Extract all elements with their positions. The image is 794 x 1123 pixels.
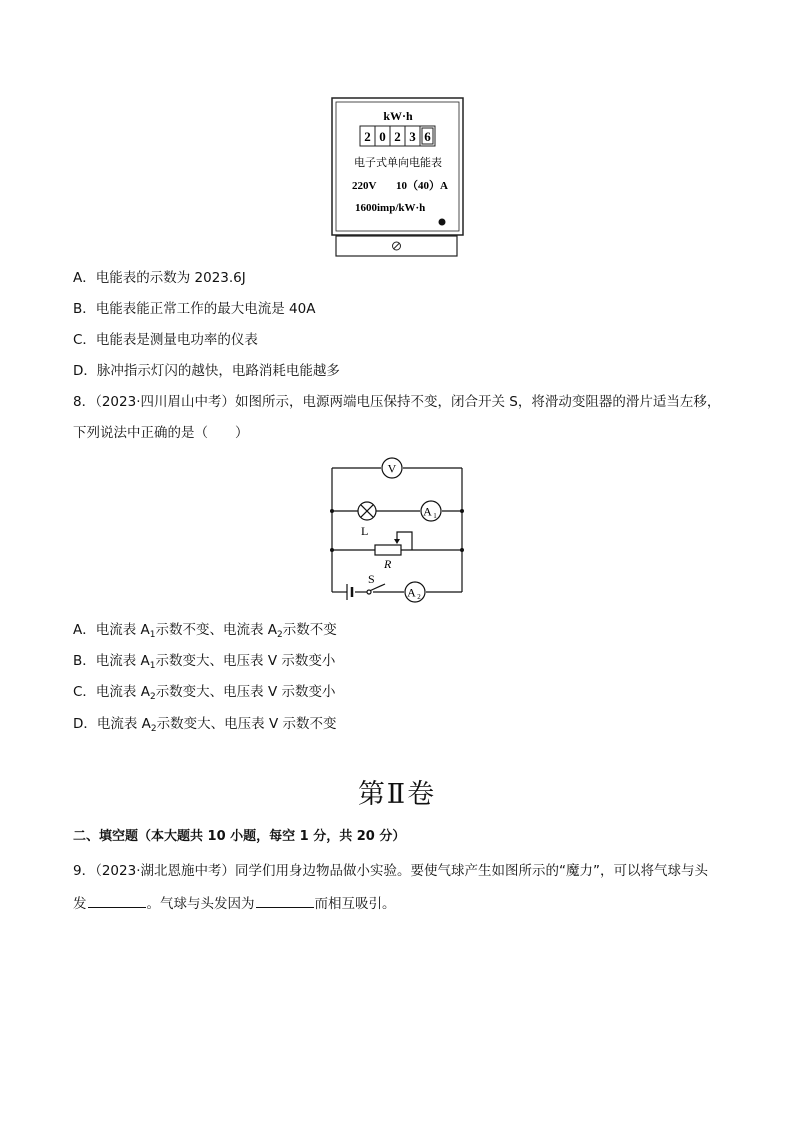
q9-line1: 9．（2023·湖北恩施中考）同学们用身边物品做小实验。要使气球产生如图所示的“魔力”，可以将气球与头 (73, 863, 708, 879)
q8-option-d-sub: 2 (150, 724, 157, 734)
meter-constant: 1600imp/kW·h (355, 202, 426, 214)
q8-option-b-sub: 1 (149, 661, 156, 671)
circuit-diagram (325, 456, 470, 606)
q9-line2-end: 而相互吸引。 (314, 896, 396, 912)
part-heading: 二、填空题（本大题共 10 小题，每空 1 分，共 20 分） (73, 829, 406, 844)
ammeter-a2-symbol (405, 582, 425, 602)
q8-option-c-sub: 2 (149, 692, 156, 702)
voltmeter-label: V (387, 461, 397, 476)
battery-symbol (347, 584, 352, 600)
q7-option-b: B．电能表能正常工作的最大电流是 40A (73, 301, 316, 317)
meter-digit: 3 (409, 129, 416, 144)
q8-option-a (73, 621, 337, 641)
pulse-indicator-light (439, 219, 446, 226)
meter-digit: 2 (364, 129, 371, 144)
q8-option-a-prefix: A．电流表 A (73, 622, 150, 638)
lamp-label: L (361, 524, 369, 538)
q7-option-d: D．脉冲指示灯闪的越快，电路消耗电能越多 (73, 363, 340, 379)
q8-option-d-prefix: D．电流表 A (73, 716, 151, 732)
meter-title: 电子式单向电能表 (354, 156, 442, 169)
lamp-symbol (358, 502, 376, 520)
rheostat-label: R (384, 557, 392, 571)
q8-option-a-sub: 1 (149, 630, 156, 640)
ammeter-a2-label: A (407, 585, 416, 600)
q7-option-c: C．电能表是测量电功率的仪表 (73, 332, 258, 348)
switch-label: S (368, 572, 375, 586)
answer-blank-2[interactable] (256, 893, 314, 908)
q8-option-a-mid: 示数不变、电流表 A (155, 622, 278, 638)
q8-option-b-mid: 示数变大、电压表 V 示数变小 (155, 653, 336, 669)
q8-option-d (73, 715, 336, 735)
q8-option-b (73, 652, 335, 672)
q7-option-a: A．电能表的示数为 2023.6J (73, 270, 246, 286)
ammeter-a1-symbol (421, 501, 441, 521)
meter-current: 10（40）A (396, 180, 448, 192)
q8-option-c (73, 683, 336, 703)
q8-stem-line1: 8．（2023·四川眉山中考）如图所示，电源两端电压保持不变，闭合开关 S，将滑动变阻器的滑片适当左移， (73, 394, 721, 410)
meter-digit-display (360, 126, 435, 146)
meter-digit: 0 (379, 129, 386, 144)
q9-line2-middle: 。气球与头发因为 (146, 896, 255, 912)
q9-line2 (73, 893, 396, 913)
rheostat-symbol (375, 539, 401, 555)
q8-option-a-sub2: 2 (277, 630, 283, 640)
voltmeter-symbol (382, 458, 402, 478)
terminal-screw-icon (393, 242, 401, 250)
q8-option-d-mid: 示数变大、电压表 V 示数不变 (156, 716, 337, 732)
ammeter-a1-subscript: 1 (433, 512, 437, 520)
electric-meter-figure (330, 96, 466, 260)
ammeter-a2-subscript: 2 (417, 593, 421, 601)
answer-blank-1[interactable] (88, 893, 146, 908)
q8-option-b-prefix: B．电流表 A (73, 653, 150, 669)
section-title: 第Ⅱ卷 (357, 779, 437, 810)
ammeter-a1-label: A (423, 504, 432, 519)
meter-voltage: 220V (352, 180, 377, 192)
q8-option-c-mid: 示数变大、电压表 V 示数变小 (155, 684, 336, 700)
q8-option-a-suffix: 示数不变 (282, 622, 337, 638)
meter-digit: 6 (424, 129, 431, 144)
q8-option-c-prefix: C．电流表 A (73, 684, 150, 700)
q8-stem-line2: 下列说法中正确的是（ ） (73, 425, 249, 441)
meter-digit: 2 (394, 129, 401, 144)
meter-unit: kW·h (383, 109, 413, 123)
q9-line2-start: 发 (73, 896, 87, 912)
